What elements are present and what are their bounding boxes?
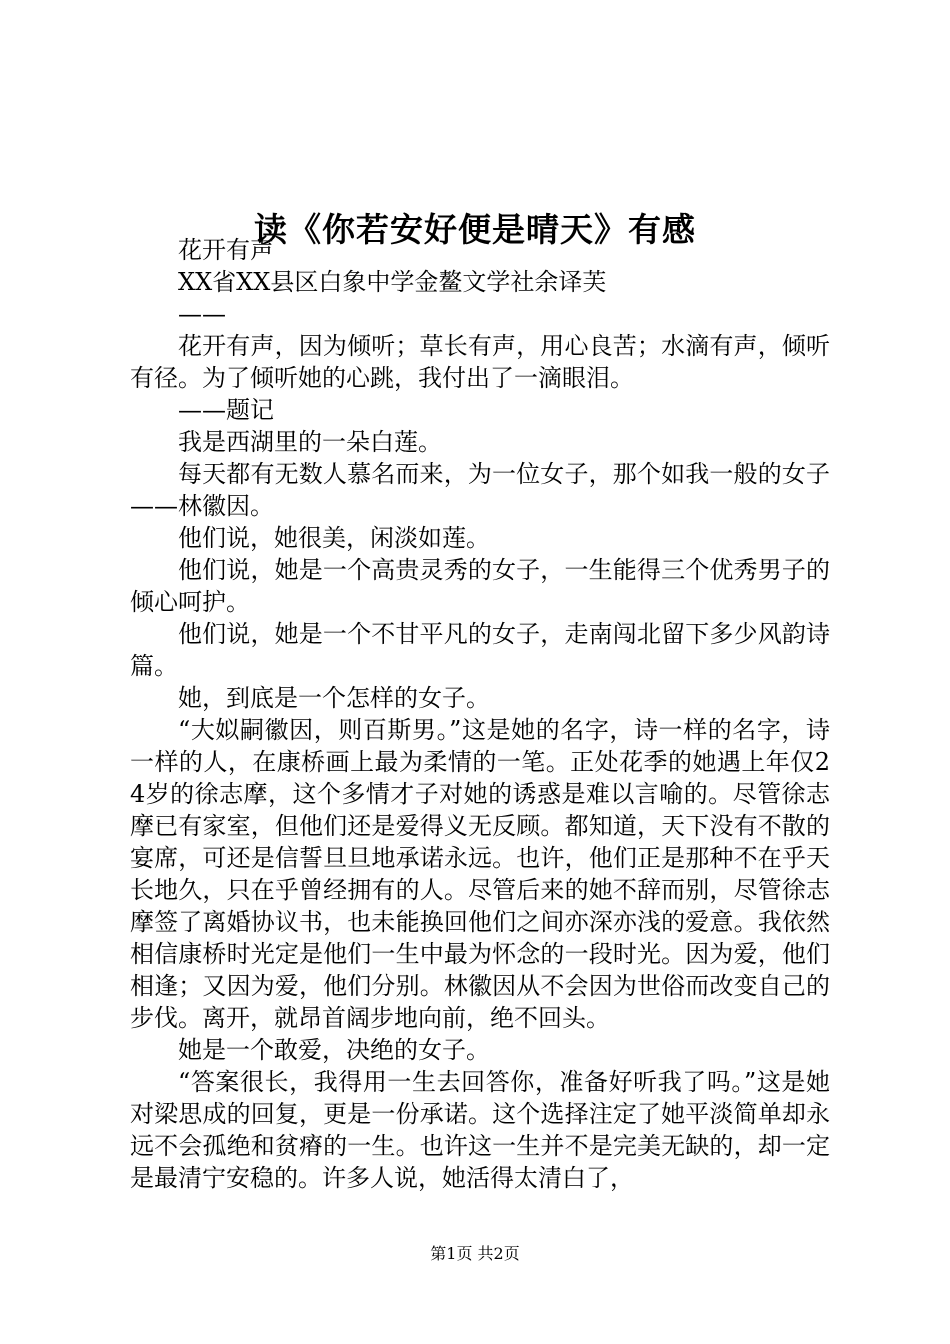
subtitle-line: 花开有声 <box>178 236 274 264</box>
paragraph: “大姒嗣徽因，则百斯男。”这是她的名字，诗一样的名字，诗一样的人，在康桥画上最为柔情的一笔。正处花季的她遇上年仅24岁的徐志摩，这个多情才子对她的诱惑是难以言喻的。尽管徐志摩已有家室，但他们还是爱得义无反顾。都知道，天下没有不散的宴席，可还是信誓旦旦地承诺永远。也许，他们正是那种不在乎天长地久，只在乎曾经拥有的人。尽管后来的她不辞而别，尽管徐志摩签了离婚协议书，也未能换回他们之间亦深亦浅的爱意。我依然相信康桥时光定是他们一生中最为怀念的一段时光。因为爱，他们相逢；又因为爱，他们分别。林徽因从不会因为世俗而改变自己的步伐。离开，就昂首阔步地向前，绝不回头。 <box>130 716 830 1032</box>
paragraph: “答案很长，我得用一生去回答你，准备好听我了吗。”这是她对梁思成的回复，更是一份承诺。这个选择注定了她平淡简单却永远不会孤绝和贫瘠的一生。也许这一生并不是完美无缺的，却一定是最清宁安稳的。许多人说，她活得太清白了， <box>130 1068 830 1192</box>
dash-line: —— <box>178 300 226 328</box>
epigraph-label: ——题记 <box>178 396 274 424</box>
document-body <box>130 234 830 1194</box>
paragraph: 花开有声，因为倾听；草长有声，用心良苦；水滴有声，倾听有径。为了倾听她的心跳，我付出了一滴眼泪。 <box>130 332 830 392</box>
paragraph: 他们说，她是一个不甘平凡的女子，走南闯北留下多少风韵诗篇。 <box>130 620 830 680</box>
paragraph: 每天都有无数人慕名而来，为一位女子，那个如我一般的女子——林徽因。 <box>130 460 830 520</box>
paragraph: 我是西湖里的一朵白莲。 <box>178 428 442 456</box>
paragraph: 她是一个敢爱，决绝的女子。 <box>178 1036 490 1064</box>
author-line: XX省XX县区白象中学金鳌文学社余译芙 <box>178 268 607 296</box>
paragraph: 她，到底是一个怎样的女子。 <box>178 684 490 712</box>
paragraph: 他们说，她是一个高贵灵秀的女子，一生能得三个优秀男子的倾心呵护。 <box>130 556 830 616</box>
page-number-footer: 第1页 共2页 <box>430 1244 520 1263</box>
document-title: 读《你若安好便是晴天》有感 <box>254 210 696 250</box>
paragraph: 他们说，她很美，闲淡如莲。 <box>178 524 490 552</box>
